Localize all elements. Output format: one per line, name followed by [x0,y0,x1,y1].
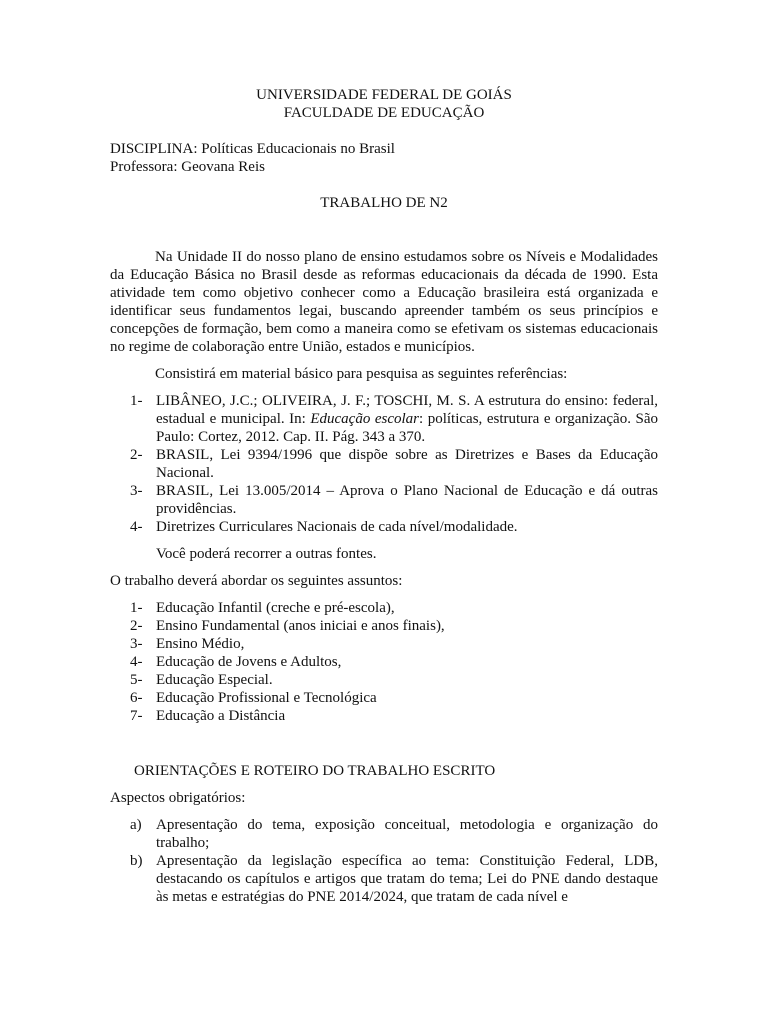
list-item [110,599,658,617]
list-number: 6- [130,690,143,706]
list-item [110,392,658,446]
list-item [110,852,658,906]
discipline-line: DISCIPLINA: Políticas Educacionais no Brasil [110,141,395,157]
reference-text: BRASIL, Lei 9394/1996 que dispõe sobre as Diretrizes e Bases da Educação Nacional. [156,447,658,481]
topic-text: Educação de Jovens e Adultos, [156,654,342,670]
reference-text: BRASIL, Lei 13.005/2014 – Aprova o Plano Nacional de Educação e dá outras providências. [156,483,658,517]
list-number: 3- [130,636,143,652]
reference-italic-title: Educação escolar [310,411,420,427]
list-item [110,689,658,707]
document-title: TRABALHO DE N2 [320,195,448,211]
list-item [110,816,658,852]
references-intro: Consistirá em material básico para pesquisa as seguintes referências: [155,366,568,382]
aspect-text: Apresentação do tema, exposição conceitual, metodologia e organização do trabalho; [156,817,658,851]
list-item [110,518,658,536]
topics-list [110,599,658,725]
aspects-list [110,816,658,906]
list-letter: a) [130,817,142,833]
list-item [110,653,658,671]
reference-text-post: : políticas, estrutura e organização. São Paulo: Cortez, 2012. Cap. II. Pág. 343 a 370. [156,411,658,445]
professor-line: Professora: Geovana Reis [110,159,265,175]
list-number: 3- [130,483,143,499]
topic-text: Educação Especial. [156,672,273,688]
list-item [110,707,658,725]
topic-text: Ensino Fundamental (anos iniciai e anos finais), [156,618,445,634]
list-item [110,671,658,689]
topic-text: Educação Profissional e Tecnológica [156,690,377,706]
list-number: 1- [130,600,143,616]
intro-paragraph: Na Unidade II do nosso plano de ensino estudamos sobre os Níveis e Modalidades da Educação Básica no Brasil desde as reformas educacionais da década de 1990. Esta atividade tem como objetivo conhecer como a Educação brasileira está organizada e identificar seus fundamentos legai, buscando apreender também os seus princípios e concepções de formação, bem como a maneira como se efetivam os sistemas educacionais no regime de colaboração entre União, estados e municípios. [110,249,658,355]
guidelines-heading: ORIENTAÇÕES E ROTEIRO DO TRABALHO ESCRITO [134,763,496,779]
other-sources-note: Você poderá recorrer a outras fontes. [156,546,377,562]
list-number: 7- [130,708,143,724]
list-letter: b) [130,853,143,869]
aspect-text: Apresentação da legislação específica ao tema: Constituição Federal, LDB, destacando os capítulos e artigos que tratam do tema; Lei do PNE dando destaque às metas e estratégias do PNE 2014/2024, que tratam de cada nível e [156,853,658,905]
topic-text: Educação a Distância [156,708,286,724]
topic-text: Educação Infantil (creche e pré-escola), [156,600,395,616]
list-item [110,446,658,482]
faculty-name: FACULDADE DE EDUCAÇÃO [283,105,485,121]
reference-text-pre: LIBÂNEO, J.C.; OLIVEIRA, J. F.; TOSCHI, M. S. A estrutura do ensino: federal, estadual e municipal. In: [156,393,658,427]
list-item [110,635,658,653]
list-number: 4- [130,519,143,535]
topics-intro: O trabalho deverá abordar os seguintes assuntos: [110,573,403,589]
university-name: UNIVERSIDADE FEDERAL DE GOIÁS [256,87,512,103]
list-number: 4- [130,654,143,670]
list-item [110,617,658,635]
list-number: 5- [130,672,143,688]
list-number: 2- [130,447,143,463]
aspects-intro: Aspectos obrigatórios: [110,790,246,806]
document-page [110,86,658,906]
references-list [110,392,658,536]
reference-text: Diretrizes Curriculares Nacionais de cada nível/modalidade. [156,519,518,535]
list-number: 2- [130,618,143,634]
list-item [110,482,658,518]
topic-text: Ensino Médio, [156,636,245,652]
list-number: 1- [130,393,143,409]
